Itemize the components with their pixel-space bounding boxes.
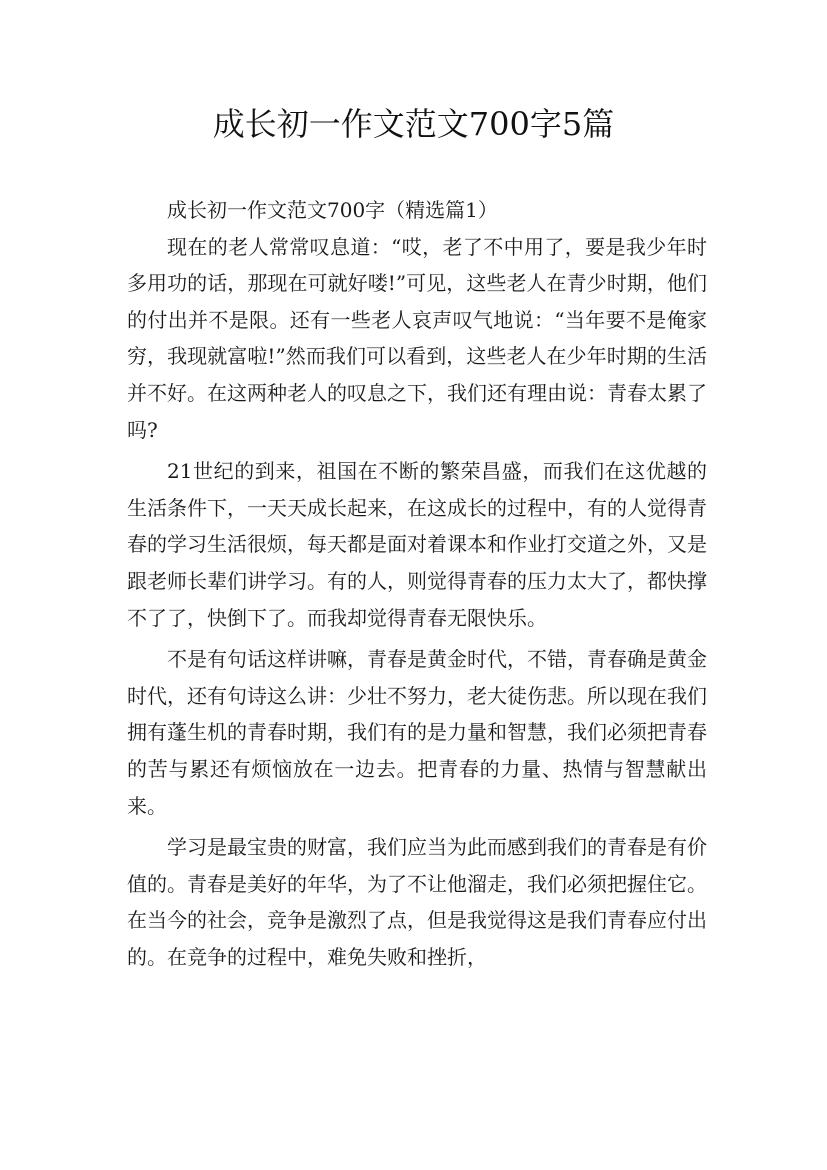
paragraph-4: 学习是最宝贵的财富，我们应当为此而感到我们的青春是有价值的。青春是美好的年华，为了不让他溜走，我们必须把握住它。在当今的社会，竞争是激烈了点，但是我觉得这是我们青春应付出的。在竞争的过程中，难免失败和挫折，: [127, 835, 707, 969]
document-body: [127, 192, 707, 980]
section-heading: 成长初一作文范文700字（精选篇1）: [167, 198, 498, 222]
document-title: 成长初一作文范文700字5篇: [212, 105, 615, 143]
paragraph-1: 现在的老人常常叹息道：“哎，老了不中用了，要是我少年时多用功的话，那现在可就好喽!”可见，这些老人在青少时期，他们的付出并不是限。还有一些老人哀声叹气地说：“当年要不是俺家穷，我现就富啦!”然而我们可以看到，这些老人在少年时期的生活并不好。在这两种老人的叹息之下，我们还有理由说：青春太累了吗?: [127, 234, 707, 442]
paragraph-2: 21世纪的到来，祖国在不断的繁荣昌盛，而我们在这优越的生活条件下，一天天成长起来，在这成长的过程中，有的人觉得青春的学习生活很烦，每天都是面对着课本和作业打交道之外，又是跟老师长辈们讲学习。有的人，则觉得青春的压力太大了，都快撑不了了，快倒下了。而我却觉得青春无限快乐。: [127, 459, 707, 630]
paragraph-3: 不是有句话这样讲嘛，青春是黄金时代，不错，青春确是黄金时代，还有句诗这么讲：少壮不努力，老大徒伤悲。所以现在我们拥有蓬生机的青春时期，我们有的是力量和智慧，我们必须把青春的苦与累还有烦恼放在一边去。把青春的力量、热情与智慧献出来。: [127, 647, 707, 818]
